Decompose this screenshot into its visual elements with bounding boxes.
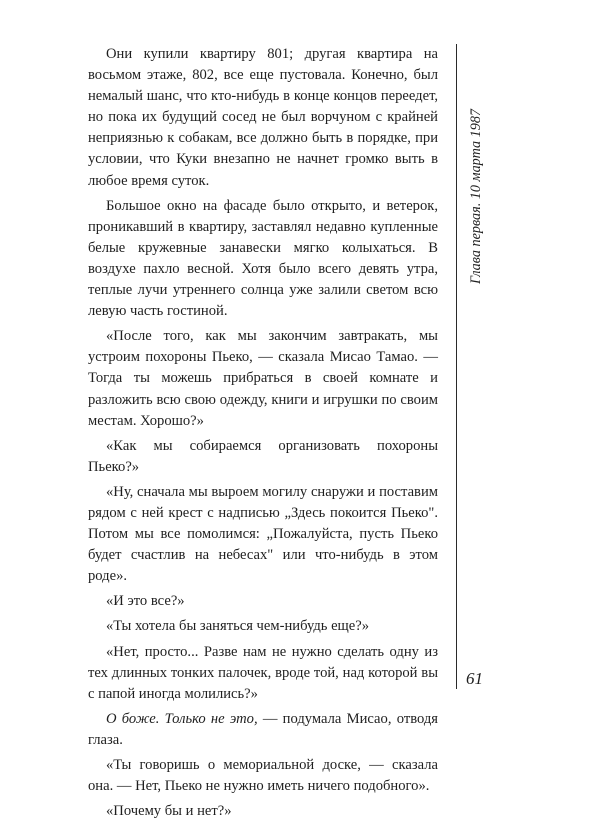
paragraph: Они купили квартиру 801; другая квартира на восьмом этаже, 802, все еще пустовала. Конечно, был немалый шанс, что кто-нибудь в конце концов переедет, но пока их будущий сосед не был ворчуном с крайней неприязнью к собакам, все должно быть в порядке, при условии, что Куки внезапно не начнет громко выть в любое время суток. (88, 46, 438, 189)
paragraph: «Нет, просто... Разве нам не нужно сделать одну из тех длинных тонких палочек, вроде той, над которой вы с папой иногда молились?» (88, 643, 438, 702)
thought-continuation: — подумала Мисао, отводя глаза. (88, 710, 439, 748)
paragraph: «И это все?» (106, 593, 185, 610)
paragraph: «После того, как мы закончим завтракать, мы устроим похороны Пьеко, — сказала Мисао Тамао. — Тогда ты можешь прибраться в своей комнате и разложить всю свою одежду, книги и игрушки по своим местам. Хорошо?» (88, 328, 438, 429)
margin-rule (456, 44, 457, 689)
paragraph: «Почему бы и нет?» (106, 803, 232, 820)
page-number: 61 (466, 669, 483, 688)
paragraph: «Ты хотела бы заняться чем-нибудь еще?» (106, 618, 370, 635)
paragraph: «Как мы собираемся организовать похороны Пьеко?» (88, 437, 438, 475)
paragraph: Большое окно на фасаде было открыто, и ветерок, проникавший в квартиру, заставлял недавно купленные белые кружевные занавески мягко колыхаться. В воздухе пахло весной. Хотя было всего девять утра, теплые лучи утреннего солнца уже залили светом всю левую часть гостиной. (88, 197, 438, 320)
paragraph-thought (88, 709, 438, 751)
body-text (88, 44, 438, 826)
paragraph: «Ну, сначала мы выроем могилу снаружи и поставим рядом с ней крест с надписью „Здесь покоится Пьеко". Потом мы все помолимся: „Пожалуйста, пусть Пьеко будет счастлив на небесах" или что-нибудь в этом роде». (88, 483, 438, 585)
paragraph: «Ты говоришь о мемориальной доске, — сказала она. — Нет, Пьеко не нужно иметь ничего подобного». (88, 757, 438, 795)
running-header: Глава первая. 10 марта 1987 (468, 108, 484, 284)
italic-thought: О боже. Только не это, (106, 710, 258, 727)
